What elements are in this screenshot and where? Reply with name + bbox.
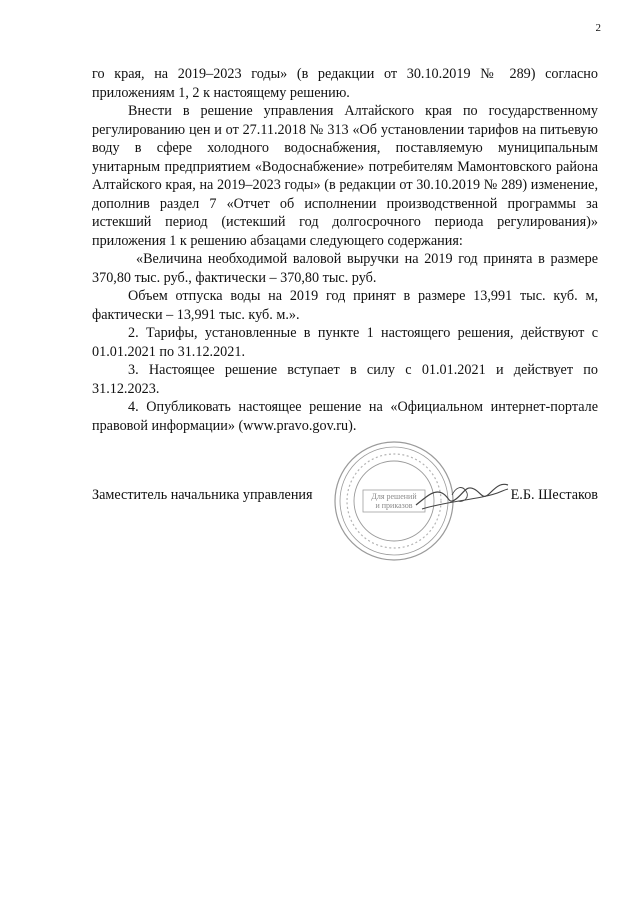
signatory-name: Е.Б. Шестаков [510,487,598,503]
signatory-position: Заместитель начальника управления [92,487,313,503]
page-number: 2 [595,22,601,34]
handwritten-signature [412,475,512,515]
paragraph-item-4: 4. Опубликовать настоящее решение на «Официальном интернет-портале правовой информации» (www.pravo.gov.ru). [92,399,598,434]
paragraph-water-volume: Объем отпуска воды на 2019 год принят в размере 13,991 тыс. куб. м, фактически – 13,991 тыс. куб. м.». [92,288,598,323]
stamp-text-line2: и приказов [375,501,413,510]
paragraph-continuation: го края, на 2019–2023 годы» (в редакции от 30.10.2019 № 289) согласно приложениям 1, 2 к настоящему решению. [92,66,598,101]
stamp-text-line1: Для решений [371,492,417,501]
document-body [92,65,598,435]
paragraph-quote-revenue: «Величина необходимой валовой выручки на 2019 год принята в размере 370,80 тыс. руб., фактически – 370,80 тыс. руб. [92,251,598,286]
paragraph-item-3: 3. Настоящее решение вступает в силу с 01.01.2021 и действует по 31.12.2023. [92,362,598,397]
paragraph-item-2: 2. Тарифы, установленные в пункте 1 настоящего решения, действуют с 01.01.2021 по 31.12.2021. [92,325,598,360]
paragraph-amendment: Внести в решение управления Алтайского края по государственному регулированию цен и от 27.11.2018 № 313 «Об установлении тарифов на питьевую воду в сфере холодного водоснабжения, поставляемую муниципальным унитарным предприятием «Водоснабжение» потребителям Мамонтовского района Алтайского края, на 2019–2023 годы» (в редакции от 30.10.2019 № 289) изменение, дополнив раздел 7 «Отчет об исполнении производственной программы за истекший период (истекший год долгосрочного периода регулирования)» приложения 1 к решению абзацами следующего содержания: [92,103,598,249]
